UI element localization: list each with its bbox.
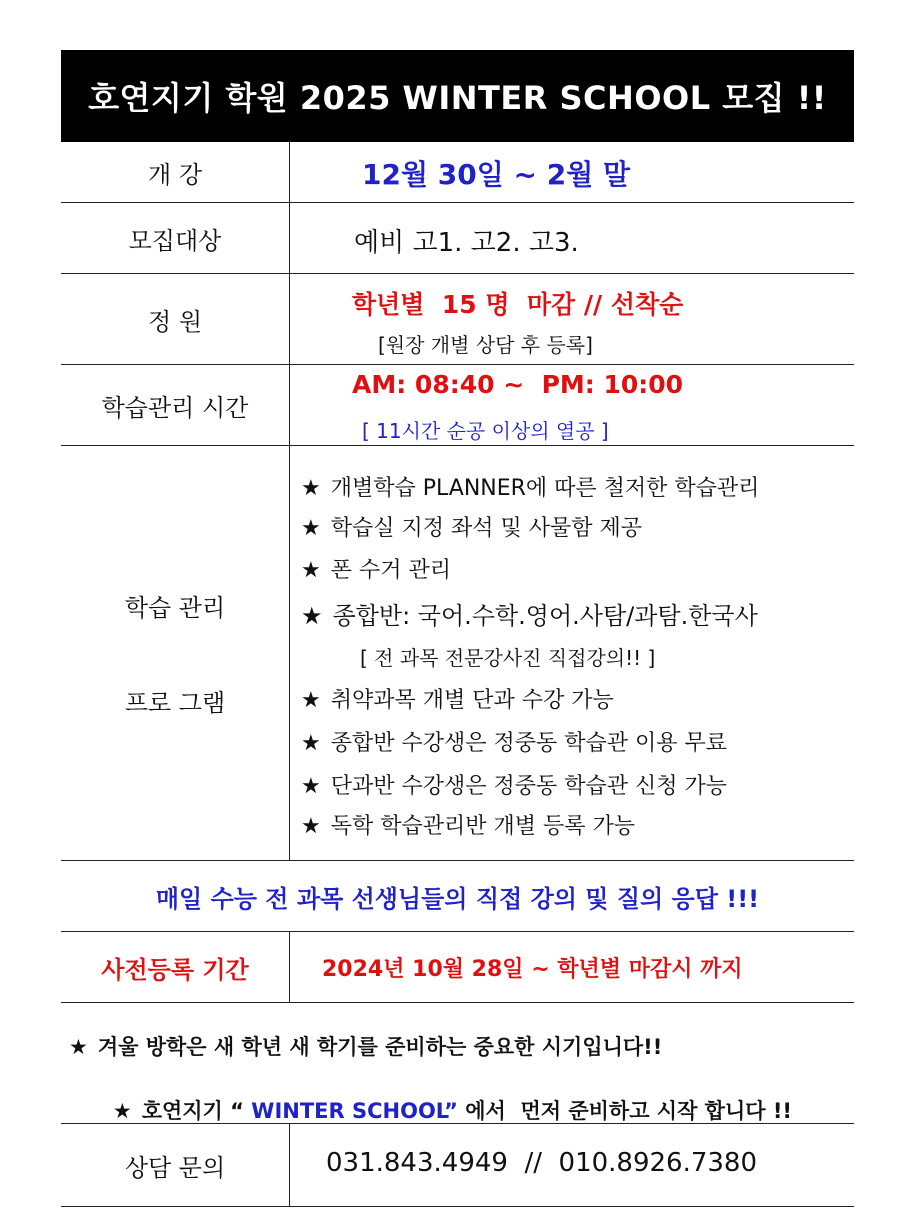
title-bar	[61, 50, 854, 142]
program-item	[301, 726, 727, 757]
value-hours-cell	[290, 365, 854, 445]
program-item	[301, 553, 451, 584]
program-item	[301, 596, 758, 631]
row-program	[61, 446, 854, 861]
program-list	[290, 446, 854, 860]
star-icon: ★	[301, 774, 321, 799]
star-icon: ★	[301, 731, 321, 756]
value-preregistration: 2024년 10월 28일 ~ 학년별 마감시 까지	[322, 957, 743, 982]
star-icon: ★	[301, 558, 321, 583]
label-hours: 학습관리 시간	[61, 365, 290, 445]
value-capacity-cell	[290, 274, 854, 364]
row-capacity	[61, 274, 854, 365]
label-target: 모집대상	[61, 203, 290, 273]
value-contact-cell	[290, 1124, 854, 1206]
value-opening: 12월 30일 ~ 2월 말	[362, 158, 631, 191]
program-item-text: 학습실 지정 좌석 및 사물함 제공	[330, 516, 642, 541]
label-program-line1: 학습 관리	[124, 594, 226, 622]
program-item	[301, 511, 642, 542]
value-capacity-main: 학년별 15 명 마감 // 선착순	[352, 290, 684, 319]
program-item-text: 개별학습 PLANNER에 따른 철저한 학습관리	[330, 476, 760, 501]
note-line-1-text: 겨울 방학은 새 학년 새 학기를 준비하는 중요한 시기입니다!!	[97, 1035, 663, 1059]
value-preregistration-cell	[290, 932, 854, 1002]
label-opening: 개 강	[61, 142, 290, 202]
note-line-1	[69, 1031, 662, 1061]
row-opening	[61, 142, 854, 203]
label-program	[61, 446, 290, 860]
value-hours-main: AM: 08:40 ~ PM: 10:00	[352, 370, 684, 399]
banner-text: 매일 수능 전 과목 선생님들의 직접 강의 및 질의 응답 !!!	[155, 884, 760, 913]
star-icon: ★	[112, 1099, 132, 1123]
row-preregistration	[61, 932, 854, 1003]
row-target	[61, 203, 854, 274]
label-capacity: 정 원	[61, 274, 290, 364]
banner-row	[61, 861, 854, 932]
value-target: 예비 고1. 고2. 고3.	[354, 228, 579, 258]
program-item-text: 폰 수거 관리	[330, 558, 451, 583]
label-contact: 상담 문의	[61, 1124, 290, 1206]
page-title: 호연지기 학원 2025 WINTER SCHOOL 모집 !!	[88, 79, 827, 117]
star-icon: ★	[69, 1035, 88, 1059]
note-line-2-post: 에서 먼저 준비하고 시작 합니다 !!	[457, 1099, 793, 1123]
value-capacity-note: [원장 개별 상담 후 등록]	[378, 333, 593, 357]
star-icon: ★	[301, 516, 321, 541]
row-hours	[61, 365, 854, 446]
program-item	[301, 769, 727, 800]
program-item	[301, 471, 759, 502]
program-item-text: 종합반: 국어.수학.영어.사탐/과탐.한국사	[332, 602, 758, 630]
program-item-text: 독학 학습관리반 개별 등록 가능	[330, 814, 635, 839]
label-program-line2: 프로 그램	[124, 689, 226, 717]
value-hours-note: [ 11시간 순공 이상의 열공 ]	[362, 419, 609, 443]
value-opening-cell	[290, 142, 854, 202]
star-icon: ★	[301, 476, 321, 501]
program-item-text: 종합반 수강생은 정중동 학습관 이용 무료	[330, 731, 727, 756]
value-contact: 031.843.4949 // 010.8926.7380	[326, 1148, 758, 1178]
label-preregistration: 사전등록 기간	[61, 932, 290, 1002]
program-item	[301, 809, 635, 840]
program-item-text: 취약과목 개별 단과 수강 가능	[330, 688, 614, 713]
notes-block	[61, 1003, 854, 1124]
star-icon: ★	[301, 688, 321, 713]
note-line-2-highlight: WINTER SCHOOL”	[243, 1099, 458, 1123]
star-icon: ★	[301, 602, 323, 630]
star-icon: ★	[301, 814, 321, 839]
program-note: [ 전 과목 전문강사진 직접강의!! ]	[360, 646, 656, 670]
note-line-2-pre: 호연지기 “	[141, 1099, 244, 1123]
value-target-cell	[290, 203, 854, 273]
program-item-text: 단과반 수강생은 정중동 학습관 신청 가능	[330, 774, 727, 799]
program-item	[301, 683, 614, 714]
flyer-sheet	[61, 50, 854, 1207]
